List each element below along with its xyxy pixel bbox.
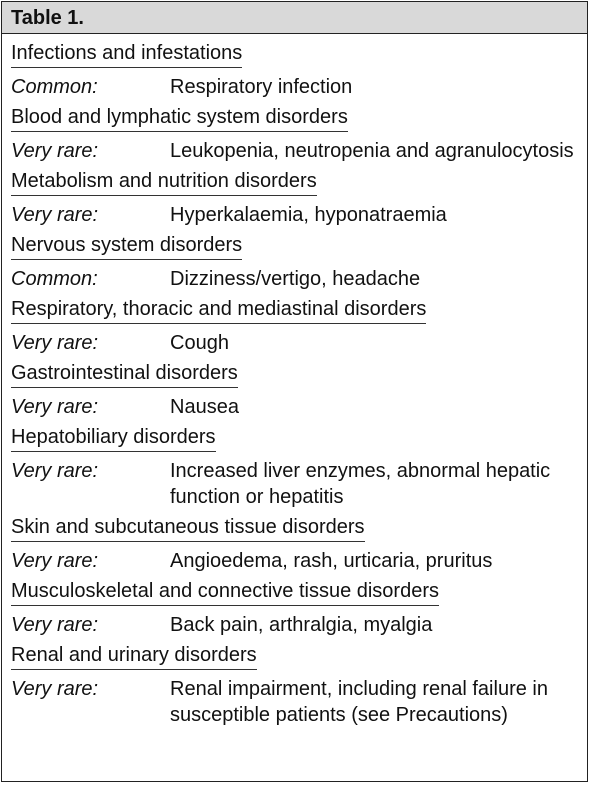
section-entry (11, 202, 587, 228)
frequency-label: Very rare: (11, 614, 99, 636)
section-entry (11, 330, 587, 356)
frequency-label: Common: (11, 268, 98, 290)
section-heading: Metabolism and nutrition disorders (11, 169, 317, 196)
section-entry (11, 74, 587, 100)
effects-text: Nausea (170, 396, 239, 418)
section-gastrointestinal (11, 356, 587, 420)
section-blood-lymphatic (11, 100, 587, 164)
frequency-label: Very rare: (11, 550, 99, 572)
section-heading: Infections and infestations (11, 41, 242, 68)
section-entry (11, 266, 587, 292)
frequency-label: Very rare: (11, 678, 99, 700)
effects-text: Increased liver enzymes, abnormal hepatic function or hepatitis (170, 460, 551, 508)
effects-text: Dizziness/vertigo, headache (170, 268, 421, 290)
table-title: Table 1. (2, 2, 587, 34)
effects-text: Back pain, arthralgia, myalgia (170, 614, 433, 636)
effects-text: Hyperkalaemia, hyponatraemia (170, 204, 447, 226)
section-heading: Hepatobiliary disorders (11, 425, 216, 452)
table-body (2, 34, 587, 728)
frequency-label: Very rare: (11, 140, 99, 162)
section-entry (11, 394, 587, 420)
frequency-label: Very rare: (11, 332, 99, 354)
section-entry (11, 612, 587, 638)
section-skin (11, 510, 587, 574)
section-renal-urinary (11, 638, 587, 728)
section-entry (11, 676, 587, 728)
section-heading: Nervous system disorders (11, 233, 242, 260)
section-heading: Musculoskeletal and connective tissue disorders (11, 579, 439, 606)
section-heading: Renal and urinary disorders (11, 643, 257, 670)
section-musculoskeletal (11, 574, 587, 638)
section-respiratory (11, 292, 587, 356)
section-entry (11, 458, 587, 510)
section-heading: Gastrointestinal disorders (11, 361, 238, 388)
frequency-label: Common: (11, 76, 98, 98)
effects-text: Cough (170, 332, 229, 354)
effects-text: Respiratory infection (170, 76, 353, 98)
frequency-label: Very rare: (11, 460, 99, 482)
effects-text: Renal impairment, including renal failure in susceptible patients (see Precautions) (170, 678, 548, 726)
adverse-effects-table (1, 1, 588, 782)
section-heading: Skin and subcutaneous tissue disorders (11, 515, 365, 542)
section-metabolism (11, 164, 587, 228)
section-heading: Blood and lymphatic system disorders (11, 105, 348, 132)
section-heading: Respiratory, thoracic and mediastinal disorders (11, 297, 426, 324)
section-nervous-system (11, 228, 587, 292)
section-entry (11, 548, 587, 574)
frequency-label: Very rare: (11, 396, 99, 418)
frequency-label: Very rare: (11, 204, 99, 226)
section-hepatobiliary (11, 420, 587, 510)
effects-text: Angioedema, rash, urticaria, pruritus (170, 550, 493, 572)
effects-text: Leukopenia, neutropenia and agranulocytosis (170, 140, 574, 162)
section-infections (11, 36, 587, 100)
section-entry (11, 138, 587, 164)
